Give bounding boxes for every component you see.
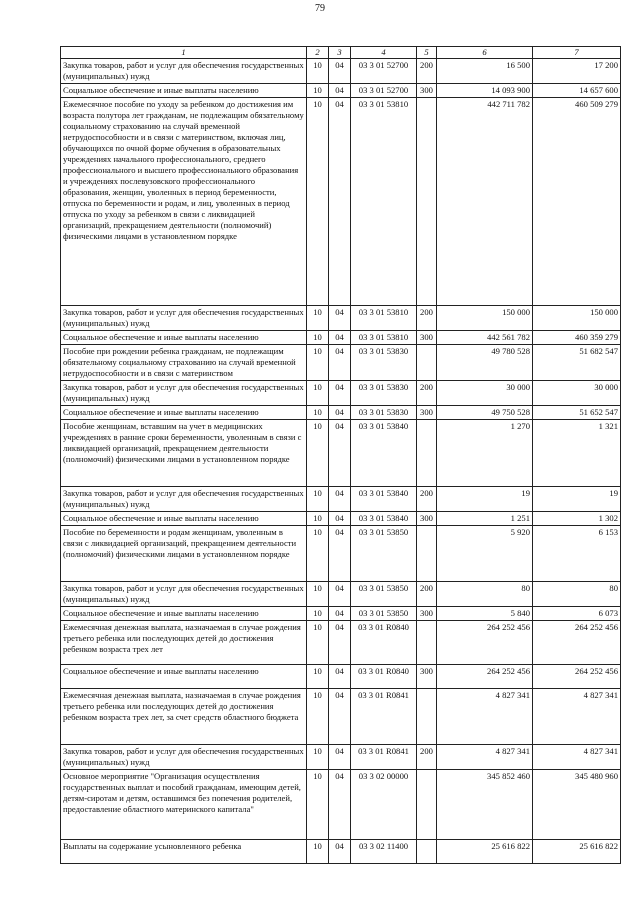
item-name-cell: Ежемесячная денежная выплата, назначаемая в случае рождения третьего ребенка или последующих детей до достижения ребенком возраста трех лет, за счет средств областного бюджета [61,689,307,745]
amount-year2-cell: 1 302 [533,512,621,526]
amount-year1-cell: 1 270 [437,420,533,487]
amount-year2-cell: 25 616 822 [533,840,621,864]
target-item-code-cell: 03 3 01 53810 [351,331,417,345]
item-name-cell: Пособие при рождении ребенка гражданам, не подлежащим обязательному социальному страхованию на случай временной нетрудоспособности и в связи с материнством [61,345,307,381]
table-row [61,512,621,526]
amount-year2-cell: 6 073 [533,607,621,621]
section-code-cell: 10 [307,345,329,381]
subsection-code-cell: 04 [329,306,351,331]
table-row [61,345,621,381]
target-item-code-cell: 03 3 01 R0840 [351,665,417,689]
subsection-code-cell: 04 [329,406,351,420]
amount-year2-cell: 460 509 279 [533,98,621,306]
subsection-code-cell: 04 [329,487,351,512]
table-row [61,689,621,745]
section-code-cell: 10 [307,582,329,607]
subsection-code-cell: 04 [329,59,351,84]
amount-year1-cell: 19 [437,487,533,512]
target-item-code-cell: 03 3 01 52700 [351,59,417,84]
target-item-code-cell: 03 3 01 53830 [351,345,417,381]
column-header: 3 [329,47,351,59]
target-item-code-cell: 03 3 01 53840 [351,420,417,487]
amount-year2-cell: 80 [533,582,621,607]
section-code-cell: 10 [307,306,329,331]
section-code-cell: 10 [307,770,329,840]
table-body [61,47,621,864]
amount-year2-cell: 30 000 [533,381,621,406]
subsection-code-cell: 04 [329,607,351,621]
target-item-code-cell: 03 3 01 53840 [351,512,417,526]
target-item-code-cell: 03 3 01 52700 [351,84,417,98]
target-item-code-cell: 03 3 01 53850 [351,582,417,607]
subsection-code-cell: 04 [329,582,351,607]
subsection-code-cell: 04 [329,420,351,487]
target-item-code-cell: 03 3 01 53850 [351,526,417,582]
amount-year2-cell: 345 480 960 [533,770,621,840]
column-header-row [61,47,621,59]
expense-type-code-cell: 300 [417,607,437,621]
table-row [61,420,621,487]
item-name-cell: Закупка товаров, работ и услуг для обеспечения государственных (муниципальных) нужд [61,487,307,512]
column-header: 5 [417,47,437,59]
amount-year2-cell: 264 252 456 [533,621,621,665]
table-row [61,526,621,582]
amount-year2-cell: 460 359 279 [533,331,621,345]
table-row [61,331,621,345]
item-name-cell: Пособие женщинам, вставшим на учет в медицинских учреждениях в ранние сроки беременности, уволенным в связи с ликвидацией организаций, прекращением деятельности (полномочий) физическими лицами в установленном порядке [61,420,307,487]
expense-type-code-cell [417,621,437,665]
expense-type-code-cell: 200 [417,487,437,512]
expense-type-code-cell: 300 [417,512,437,526]
item-name-cell: Социальное обеспечение и иные выплаты населению [61,665,307,689]
amount-year2-cell: 51 682 547 [533,345,621,381]
item-name-cell: Закупка товаров, работ и услуг для обеспечения государственных (муниципальных) нужд [61,306,307,331]
section-code-cell: 10 [307,84,329,98]
column-header: 6 [437,47,533,59]
item-name-cell: Закупка товаров, работ и услуг для обеспечения государственных (муниципальных) нужд [61,381,307,406]
amount-year1-cell: 30 000 [437,381,533,406]
amount-year1-cell: 4 827 341 [437,745,533,770]
amount-year1-cell: 5 920 [437,526,533,582]
table-row [61,487,621,512]
expense-type-code-cell: 200 [417,59,437,84]
subsection-code-cell: 04 [329,84,351,98]
item-name-cell: Социальное обеспечение и иные выплаты населению [61,512,307,526]
section-code-cell: 10 [307,59,329,84]
expense-type-code-cell [417,526,437,582]
section-code-cell: 10 [307,689,329,745]
target-item-code-cell: 03 3 02 00000 [351,770,417,840]
section-code-cell: 10 [307,607,329,621]
target-item-code-cell: 03 3 01 53840 [351,487,417,512]
section-code-cell: 10 [307,512,329,526]
section-code-cell: 10 [307,381,329,406]
item-name-cell: Закупка товаров, работ и услуг для обеспечения государственных (муниципальных) нужд [61,59,307,84]
column-header: 1 [61,47,307,59]
expense-type-code-cell: 300 [417,331,437,345]
item-name-cell: Социальное обеспечение и иные выплаты населению [61,84,307,98]
subsection-code-cell: 04 [329,665,351,689]
subsection-code-cell: 04 [329,98,351,306]
budget-table [60,46,621,864]
expense-type-code-cell [417,840,437,864]
item-name-cell: Социальное обеспечение и иные выплаты населению [61,331,307,345]
amount-year1-cell: 14 093 900 [437,84,533,98]
column-header: 2 [307,47,329,59]
table-row [61,84,621,98]
subsection-code-cell: 04 [329,689,351,745]
table-row [61,98,621,306]
section-code-cell: 10 [307,840,329,864]
amount-year1-cell: 264 252 456 [437,665,533,689]
section-code-cell: 10 [307,665,329,689]
expense-type-code-cell: 300 [417,665,437,689]
target-item-code-cell: 03 3 01 53810 [351,98,417,306]
amount-year2-cell: 51 652 547 [533,406,621,420]
section-code-cell: 10 [307,745,329,770]
expense-type-code-cell [417,98,437,306]
amount-year1-cell: 49 750 528 [437,406,533,420]
amount-year2-cell: 150 000 [533,306,621,331]
target-item-code-cell: 03 3 01 R0841 [351,689,417,745]
target-item-code-cell: 03 3 01 R0840 [351,621,417,665]
item-name-cell: Ежемесячная денежная выплата, назначаемая в случае рождения третьего ребенка или последующих детей до достижения ребенком возраста трех лет [61,621,307,665]
section-code-cell: 10 [307,420,329,487]
target-item-code-cell: 03 3 01 53810 [351,306,417,331]
amount-year1-cell: 150 000 [437,306,533,331]
table-row [61,770,621,840]
section-code-cell: 10 [307,331,329,345]
subsection-code-cell: 04 [329,512,351,526]
amount-year1-cell: 80 [437,582,533,607]
amount-year1-cell: 4 827 341 [437,689,533,745]
section-code-cell: 10 [307,406,329,420]
amount-year1-cell: 1 251 [437,512,533,526]
subsection-code-cell: 04 [329,381,351,406]
amount-year1-cell: 345 852 460 [437,770,533,840]
expense-type-code-cell [417,689,437,745]
amount-year2-cell: 14 657 600 [533,84,621,98]
item-name-cell: Закупка товаров, работ и услуг для обеспечения государственных (муниципальных) нужд [61,582,307,607]
target-item-code-cell: 03 3 01 53830 [351,381,417,406]
amount-year2-cell: 4 827 341 [533,745,621,770]
amount-year1-cell: 5 840 [437,607,533,621]
target-item-code-cell: 03 3 01 53850 [351,607,417,621]
amount-year2-cell: 6 153 [533,526,621,582]
subsection-code-cell: 04 [329,745,351,770]
amount-year2-cell: 4 827 341 [533,689,621,745]
table-row [61,665,621,689]
section-code-cell: 10 [307,526,329,582]
amount-year1-cell: 442 711 782 [437,98,533,306]
section-code-cell: 10 [307,98,329,306]
subsection-code-cell: 04 [329,345,351,381]
table-row [61,621,621,665]
column-header: 7 [533,47,621,59]
expense-type-code-cell: 300 [417,406,437,420]
subsection-code-cell: 04 [329,770,351,840]
target-item-code-cell: 03 3 01 53830 [351,406,417,420]
page-number: 79 [315,3,325,14]
subsection-code-cell: 04 [329,840,351,864]
amount-year1-cell: 16 500 [437,59,533,84]
target-item-code-cell: 03 3 01 R0841 [351,745,417,770]
expense-type-code-cell: 300 [417,84,437,98]
item-name-cell: Ежемесячное пособие по уходу за ребенком до достижения им возраста полутора лет гражданам, не подлежащим обязательному социальному страхованию на случай временной нетрудоспособности и в связи с материнством, включая лиц, обучающихся по очной форме обучения в образовательных учреждениях начального профессионального, среднего профессионального и высшего профессионального образования и учреждениях послевузовского профессионального образования, женщин, уволенных в период беременности, отпуска по беременности и родам, и лиц, уволенных в период отпуска по уходу за ребенком в связи с ликвидацией организаций, прекращением деятельности (полномочий) физическими лицами в установленном порядке [61,98,307,306]
item-name-cell: Социальное обеспечение и иные выплаты населению [61,406,307,420]
item-name-cell: Социальное обеспечение и иные выплаты населению [61,607,307,621]
subsection-code-cell: 04 [329,621,351,665]
expense-type-code-cell: 200 [417,306,437,331]
section-code-cell: 10 [307,487,329,512]
table-row [61,745,621,770]
expense-type-code-cell: 200 [417,745,437,770]
amount-year2-cell: 264 252 456 [533,665,621,689]
table-row [61,59,621,84]
amount-year2-cell: 1 321 [533,420,621,487]
section-code-cell: 10 [307,621,329,665]
amount-year1-cell: 25 616 822 [437,840,533,864]
table-row [61,607,621,621]
table-row [61,582,621,607]
column-header: 4 [351,47,417,59]
expense-type-code-cell: 200 [417,381,437,406]
amount-year1-cell: 442 561 782 [437,331,533,345]
expense-type-code-cell: 200 [417,582,437,607]
expense-type-code-cell [417,770,437,840]
subsection-code-cell: 04 [329,331,351,345]
item-name-cell: Закупка товаров, работ и услуг для обеспечения государственных (муниципальных) нужд [61,745,307,770]
table-row [61,381,621,406]
target-item-code-cell: 03 3 02 11400 [351,840,417,864]
table-row [61,406,621,420]
expense-type-code-cell [417,420,437,487]
expense-type-code-cell [417,345,437,381]
amount-year1-cell: 264 252 456 [437,621,533,665]
amount-year1-cell: 49 780 528 [437,345,533,381]
subsection-code-cell: 04 [329,526,351,582]
item-name-cell: Основное мероприятие "Организация осуществления государственных выплат и пособий гражданам, имеющим детей, детям-сиротам и детям, оставшимся без попечения родителей, предоставление областного материнского капитала" [61,770,307,840]
table-row [61,840,621,864]
amount-year2-cell: 17 200 [533,59,621,84]
item-name-cell: Пособие по беременности и родам женщинам, уволенным в связи с ликвидацией организаций, прекращением деятельности (полномочий) физическими лицами в установленном порядке [61,526,307,582]
amount-year2-cell: 19 [533,487,621,512]
item-name-cell: Выплаты на содержание усыновленного ребенка [61,840,307,864]
table-row [61,306,621,331]
